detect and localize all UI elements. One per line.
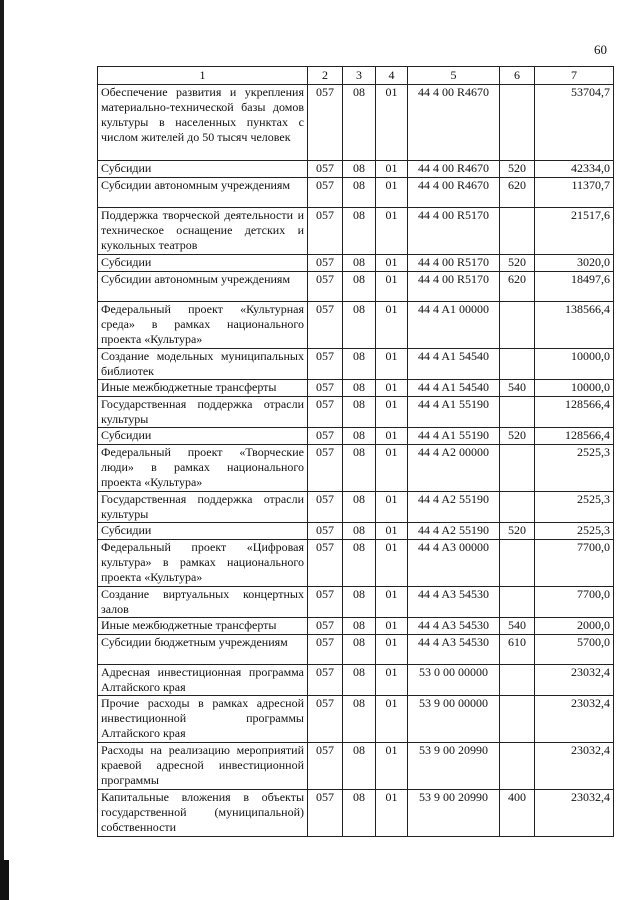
- subsection-code: 01: [376, 85, 408, 161]
- amount: 23032,4: [535, 743, 614, 790]
- amount: 2000,0: [535, 618, 614, 635]
- ministry-code: 057: [308, 272, 343, 302]
- expense-type-code: [500, 349, 535, 380]
- table-header-row: [98, 67, 614, 85]
- section-code: 08: [343, 161, 376, 178]
- row-name: Федеральный проект «Творческие люди» в рамках национального проекта «Культура»: [98, 445, 308, 492]
- amount: 23032,4: [535, 790, 614, 837]
- table-row: [98, 743, 614, 790]
- ministry-code: 057: [308, 255, 343, 272]
- section-code: 08: [343, 635, 376, 665]
- ministry-code: 057: [308, 492, 343, 523]
- subsection-code: 01: [376, 635, 408, 665]
- amount: 2525,3: [535, 523, 614, 540]
- subsection-code: 01: [376, 523, 408, 540]
- subsection-code: 01: [376, 492, 408, 523]
- row-name: Иные межбюджетные трансферты: [98, 380, 308, 397]
- target-article-code: 44 4 A3 54530: [408, 618, 500, 635]
- column-header: 2: [308, 67, 343, 85]
- ministry-code: 057: [308, 302, 343, 349]
- section-code: 08: [343, 428, 376, 445]
- row-name: Субсидии: [98, 428, 308, 445]
- table-row: [98, 523, 614, 540]
- row-name: Адресная инвестиционная программа Алтайского края: [98, 665, 308, 696]
- row-name: Обеспечение развития и укрепления материально-технической базы домов культуры в населенных пунктах с числом жителей до 50 тысяч человек: [98, 85, 308, 161]
- row-name: Иные межбюджетные трансферты: [98, 618, 308, 635]
- section-code: 08: [343, 208, 376, 255]
- amount: 11370,7: [535, 178, 614, 208]
- target-article-code: 44 4 A3 54530: [408, 635, 500, 665]
- target-article-code: 53 9 00 00000: [408, 696, 500, 743]
- ministry-code: 057: [308, 380, 343, 397]
- section-code: 08: [343, 397, 376, 428]
- column-header: 1: [98, 67, 308, 85]
- table-row: [98, 618, 614, 635]
- table-row: [98, 349, 614, 380]
- amount: 23032,4: [535, 696, 614, 743]
- column-header: 4: [376, 67, 408, 85]
- section-code: 08: [343, 790, 376, 837]
- subsection-code: 01: [376, 743, 408, 790]
- expense-type-code: 520: [500, 255, 535, 272]
- column-header: 3: [343, 67, 376, 85]
- section-code: 08: [343, 445, 376, 492]
- ministry-code: 057: [308, 208, 343, 255]
- ministry-code: 057: [308, 428, 343, 445]
- table-body: [98, 85, 614, 837]
- row-name: Субсидии бюджетным учреждениям: [98, 635, 308, 665]
- section-code: 08: [343, 272, 376, 302]
- expense-type-code: [500, 743, 535, 790]
- scan-edge-mark: [0, 860, 9, 900]
- target-article-code: 44 4 A1 55190: [408, 397, 500, 428]
- row-name: Субсидии автономным учреждениям: [98, 272, 308, 302]
- table-row: [98, 178, 614, 208]
- amount: 10000,0: [535, 349, 614, 380]
- target-article-code: 44 4 00 R4670: [408, 178, 500, 208]
- page-number: 60: [594, 42, 607, 57]
- target-article-code: 44 4 00 R4670: [408, 161, 500, 178]
- table-row: [98, 208, 614, 255]
- amount: 138566,4: [535, 302, 614, 349]
- table-row: [98, 302, 614, 349]
- target-article-code: 44 4 00 R4670: [408, 85, 500, 161]
- expense-type-code: 620: [500, 272, 535, 302]
- ministry-code: 057: [308, 349, 343, 380]
- expense-type-code: [500, 302, 535, 349]
- subsection-code: 01: [376, 272, 408, 302]
- amount: 18497,6: [535, 272, 614, 302]
- expense-type-code: [500, 85, 535, 161]
- expense-type-code: 400: [500, 790, 535, 837]
- amount: 5700,0: [535, 635, 614, 665]
- section-code: 08: [343, 587, 376, 618]
- table-row: [98, 272, 614, 302]
- row-name: Субсидии: [98, 161, 308, 178]
- table-row: [98, 380, 614, 397]
- target-article-code: 44 4 00 R5170: [408, 255, 500, 272]
- target-article-code: 44 4 A2 00000: [408, 445, 500, 492]
- amount: 3020,0: [535, 255, 614, 272]
- row-name: Прочие расходы в рамках адресной инвестиционной программы Алтайского края: [98, 696, 308, 743]
- amount: 128566,4: [535, 428, 614, 445]
- row-name: Субсидии автономным учреждениям: [98, 178, 308, 208]
- table-row: [98, 85, 614, 161]
- subsection-code: 01: [376, 428, 408, 445]
- section-code: 08: [343, 85, 376, 161]
- scan-edge: [0, 0, 4, 900]
- target-article-code: 44 4 A1 00000: [408, 302, 500, 349]
- expense-type-code: 520: [500, 428, 535, 445]
- table-row: [98, 397, 614, 428]
- row-name: Государственная поддержка отрасли культуры: [98, 397, 308, 428]
- subsection-code: 01: [376, 397, 408, 428]
- row-name: Субсидии: [98, 523, 308, 540]
- table-row: [98, 492, 614, 523]
- section-code: 08: [343, 255, 376, 272]
- amount: 7700,0: [535, 587, 614, 618]
- expense-type-code: 540: [500, 380, 535, 397]
- amount: 53704,7: [535, 85, 614, 161]
- row-name: Федеральный проект «Цифровая культура» в рамках национального проекта «Культура»: [98, 540, 308, 587]
- subsection-code: 01: [376, 349, 408, 380]
- target-article-code: 53 9 00 20990: [408, 743, 500, 790]
- table-row: [98, 540, 614, 587]
- column-header: 6: [500, 67, 535, 85]
- section-code: 08: [343, 743, 376, 790]
- ministry-code: 057: [308, 618, 343, 635]
- section-code: 08: [343, 302, 376, 349]
- row-name: Государственная поддержка отрасли культуры: [98, 492, 308, 523]
- section-code: 08: [343, 178, 376, 208]
- ministry-code: 057: [308, 635, 343, 665]
- expense-type-code: [500, 587, 535, 618]
- table-row: [98, 790, 614, 837]
- table-row: [98, 445, 614, 492]
- table-row: [98, 635, 614, 665]
- row-name: Федеральный проект «Культурная среда» в рамках национального проекта «Культура»: [98, 302, 308, 349]
- subsection-code: 01: [376, 445, 408, 492]
- row-name: Создание модельных муниципальных библиотек: [98, 349, 308, 380]
- target-article-code: 44 4 A1 54540: [408, 349, 500, 380]
- subsection-code: 01: [376, 587, 408, 618]
- expense-type-code: 520: [500, 161, 535, 178]
- ministry-code: 057: [308, 161, 343, 178]
- subsection-code: 01: [376, 790, 408, 837]
- target-article-code: 44 4 A2 55190: [408, 523, 500, 540]
- ministry-code: 057: [308, 178, 343, 208]
- target-article-code: 44 4 A2 55190: [408, 492, 500, 523]
- ministry-code: 057: [308, 445, 343, 492]
- ministry-code: 057: [308, 696, 343, 743]
- section-code: 08: [343, 349, 376, 380]
- subsection-code: 01: [376, 302, 408, 349]
- amount: 2525,3: [535, 492, 614, 523]
- table-row: [98, 161, 614, 178]
- budget-table: [97, 66, 614, 837]
- row-name: Поддержка творческой деятельности и техническое оснащение детских и кукольных театров: [98, 208, 308, 255]
- expense-type-code: [500, 492, 535, 523]
- amount: 21517,6: [535, 208, 614, 255]
- subsection-code: 01: [376, 380, 408, 397]
- amount: 2525,3: [535, 445, 614, 492]
- row-name: Субсидии: [98, 255, 308, 272]
- subsection-code: 01: [376, 665, 408, 696]
- expense-type-code: 610: [500, 635, 535, 665]
- section-code: 08: [343, 380, 376, 397]
- expense-type-code: 540: [500, 618, 535, 635]
- expense-type-code: 520: [500, 523, 535, 540]
- table-row: [98, 696, 614, 743]
- ministry-code: 057: [308, 523, 343, 540]
- ministry-code: 057: [308, 790, 343, 837]
- target-article-code: 44 4 00 R5170: [408, 272, 500, 302]
- row-name: Капитальные вложения в объекты государственной (муниципальной) собственности: [98, 790, 308, 837]
- expense-type-code: [500, 445, 535, 492]
- subsection-code: 01: [376, 255, 408, 272]
- amount: 7700,0: [535, 540, 614, 587]
- target-article-code: 44 4 A3 54530: [408, 587, 500, 618]
- section-code: 08: [343, 665, 376, 696]
- target-article-code: 53 9 00 20990: [408, 790, 500, 837]
- expense-type-code: [500, 665, 535, 696]
- section-code: 08: [343, 618, 376, 635]
- expense-type-code: [500, 397, 535, 428]
- ministry-code: 057: [308, 665, 343, 696]
- row-name: Создание виртуальных концертных залов: [98, 587, 308, 618]
- table-row: [98, 665, 614, 696]
- subsection-code: 01: [376, 618, 408, 635]
- section-code: 08: [343, 523, 376, 540]
- section-code: 08: [343, 696, 376, 743]
- ministry-code: 057: [308, 743, 343, 790]
- table-row: [98, 428, 614, 445]
- ministry-code: 057: [308, 587, 343, 618]
- subsection-code: 01: [376, 540, 408, 587]
- amount: 128566,4: [535, 397, 614, 428]
- subsection-code: 01: [376, 161, 408, 178]
- expense-type-code: 620: [500, 178, 535, 208]
- target-article-code: 44 4 A1 55190: [408, 428, 500, 445]
- ministry-code: 057: [308, 85, 343, 161]
- target-article-code: 44 4 A1 54540: [408, 380, 500, 397]
- expense-type-code: [500, 540, 535, 587]
- target-article-code: 53 0 00 00000: [408, 665, 500, 696]
- target-article-code: 44 4 00 R5170: [408, 208, 500, 255]
- row-name: Расходы на реализацию мероприятий краевой адресной инвестиционной программы: [98, 743, 308, 790]
- expense-type-code: [500, 696, 535, 743]
- section-code: 08: [343, 492, 376, 523]
- table-row: [98, 255, 614, 272]
- expense-type-code: [500, 208, 535, 255]
- amount: 23032,4: [535, 665, 614, 696]
- ministry-code: 057: [308, 540, 343, 587]
- amount: 10000,0: [535, 380, 614, 397]
- column-header: 5: [408, 67, 500, 85]
- amount: 42334,0: [535, 161, 614, 178]
- subsection-code: 01: [376, 696, 408, 743]
- section-code: 08: [343, 540, 376, 587]
- column-header: 7: [535, 67, 614, 85]
- ministry-code: 057: [308, 397, 343, 428]
- subsection-code: 01: [376, 208, 408, 255]
- subsection-code: 01: [376, 178, 408, 208]
- target-article-code: 44 4 A3 00000: [408, 540, 500, 587]
- table-row: [98, 587, 614, 618]
